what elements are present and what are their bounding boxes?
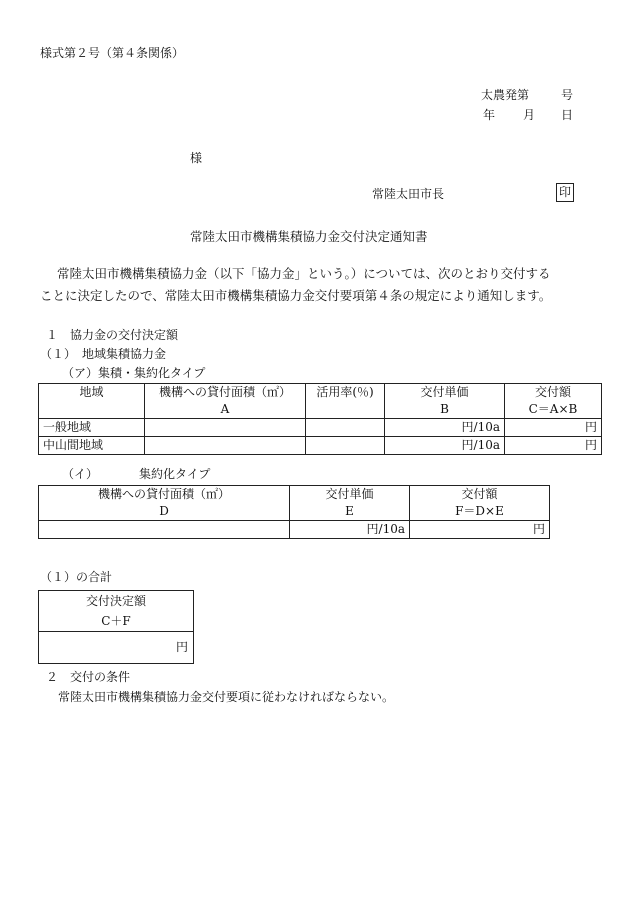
table-row — [39, 419, 602, 437]
row-region: 中山間地域 — [39, 437, 145, 455]
date-year: 年 — [483, 108, 496, 122]
section1-heading: １ 協力金の交付決定額 — [46, 328, 179, 342]
total-subheader: C＋F — [101, 614, 131, 628]
type-a-subheader-row — [39, 401, 602, 419]
total-value: 円 — [175, 640, 188, 654]
row-amount: 円 — [505, 437, 602, 455]
row-amount: 円 — [410, 521, 550, 539]
row-area — [145, 437, 306, 455]
addressee-suffix: 様 — [190, 151, 203, 165]
section2-text: 常陸太田市機構集積協力金交付要項に従わなければならない。 — [58, 690, 395, 704]
header-utilization-rate: 活用率(％) — [306, 384, 385, 402]
type-i-label-prefix: （イ） — [62, 467, 99, 481]
type-i-subheader-row — [39, 503, 550, 521]
header-amount: 交付額 — [410, 486, 550, 504]
row-region: 一般地域 — [39, 419, 145, 437]
type-a-label: （ア）集積・集約化タイプ — [62, 366, 206, 380]
header-unit-price: 交付単価 — [385, 384, 505, 402]
header-lease-area: 機構への貸付面積（㎡） — [145, 384, 306, 402]
row-rate — [306, 437, 385, 455]
type-i-table — [38, 485, 550, 539]
row-unit-price: 円/10a — [290, 521, 410, 539]
total-header — [39, 591, 193, 632]
subheader-d: D — [39, 503, 290, 521]
header-amount: 交付額 — [505, 384, 602, 402]
total-box — [38, 590, 194, 664]
type-i-header-row — [39, 486, 550, 504]
row-area — [145, 419, 306, 437]
row-rate — [306, 419, 385, 437]
type-i-label: 集約化タイプ — [139, 467, 211, 481]
row-area — [39, 521, 290, 539]
header-lease-area: 機構への貸付面積（㎡） — [39, 486, 290, 504]
total-header-label: 交付決定額 — [85, 594, 146, 608]
total-label: （１）の合計 — [40, 570, 113, 584]
section1-subheading: （１） 地域集積協力金 — [40, 347, 167, 361]
body-paragraph — [40, 263, 600, 307]
subheader-rate — [306, 401, 385, 419]
document-title: 常陸太田市機構集積協力金交付決定通知書 — [190, 229, 428, 244]
doc-number-suffix: 号 — [561, 88, 574, 102]
row-unit-price: 円/10a — [385, 437, 505, 455]
type-a-header-row — [39, 384, 602, 402]
doc-number-prefix: 太農発第 — [481, 88, 530, 102]
date-month: 月 — [523, 108, 536, 122]
subheader-f: F＝D×E — [410, 503, 550, 521]
subheader-e: E — [290, 503, 410, 521]
issuer-name: 常陸太田市長 — [372, 187, 445, 201]
type-a-table — [38, 383, 602, 455]
subheader-region — [39, 401, 145, 419]
header-region: 地域 — [39, 384, 145, 402]
form-number: 様式第２号（第４条関係） — [40, 46, 185, 60]
table-row — [39, 521, 550, 539]
table-row — [39, 437, 602, 455]
header-unit-price: 交付単価 — [290, 486, 410, 504]
subheader-a: A — [145, 401, 306, 419]
subheader-b: B — [385, 401, 505, 419]
subheader-c: C＝A×B — [505, 401, 602, 419]
row-unit-price: 円/10a — [385, 419, 505, 437]
date-day: 日 — [561, 108, 574, 122]
section2-heading: ２ 交付の条件 — [46, 670, 131, 684]
body-line-2: ことに決定したので、常陸太田市機構集積協力金交付要項第４条の規定により通知します。 — [40, 288, 552, 303]
body-line-1: 常陸太田市機構集積協力金（以下「協力金」という。）については、次のとおり交付する — [57, 266, 551, 281]
row-amount: 円 — [505, 419, 602, 437]
seal-stamp: 印 — [556, 183, 574, 202]
